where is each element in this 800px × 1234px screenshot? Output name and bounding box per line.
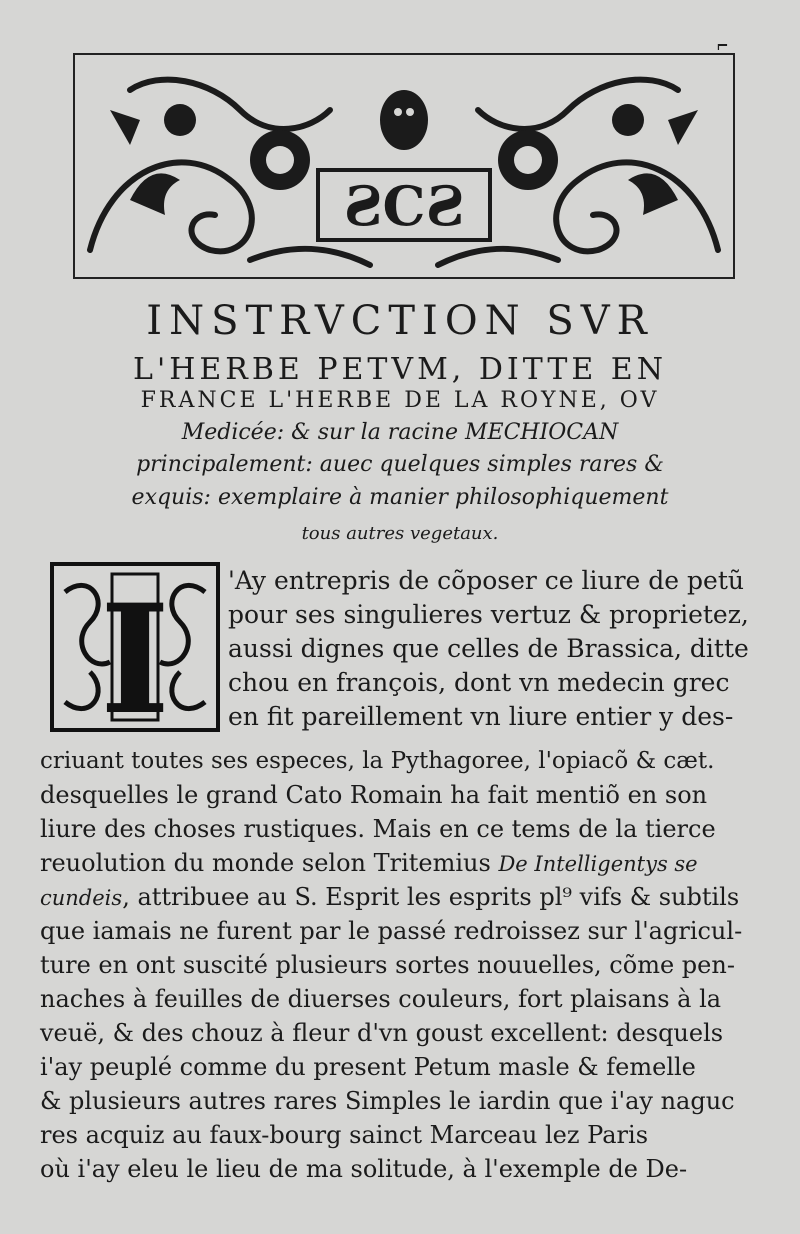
text-line: res acquiz au faux-bourg sainct Marceau lez Paris xyxy=(40,1121,649,1149)
text-line: liure des choses rustiques. Mais en ce tems de la tierce xyxy=(40,815,716,843)
headpiece-monogram: ƧCƧ xyxy=(343,174,465,238)
initial-letter: I xyxy=(99,572,171,732)
text-line: veuë, & des chouz à fleur d'vn goust excellent: desquels xyxy=(40,1019,724,1047)
title-line-2: L'HERBE PETVM, DITTE EN xyxy=(133,352,667,387)
text-line: 'Ay entrepris de cõposer ce liure de petũ xyxy=(228,566,744,595)
title-line-7: tous autres vegetaux. xyxy=(301,523,499,544)
title-line-4: Medicée: & sur la racine MECHIOCAN xyxy=(181,420,619,445)
text-fragment: , attribuee au S. Esprit les esprits pl⁹ vifs & subtils xyxy=(122,883,740,911)
text-line: ture en ont suscité plusieurs sortes nouuelles, cõme pen- xyxy=(40,951,735,979)
text-line: aussi dignes que celles de Brassica, ditte xyxy=(228,634,749,663)
text-line: où i'ay eleu le lieu de ma solitude, à l'exemple de De- xyxy=(40,1155,688,1183)
title-line-6: exquis: exemplaire à manier philosophiquement xyxy=(131,485,669,510)
title-line-1: INSTRVCTION SVR xyxy=(146,298,654,344)
text-line xyxy=(40,880,795,915)
text-line: desquelles le grand Cato Romain ha fait mentiõ en son xyxy=(40,781,708,809)
text-line: i'ay peuplé comme du present Petum masle & femelle xyxy=(40,1053,696,1081)
ornamental-headpiece xyxy=(70,50,738,282)
book-title-italic: cundeis xyxy=(40,886,123,910)
book-title-italic: De Intelligentys se xyxy=(498,852,698,876)
text-line: chou en françois, dont vn medecin grec xyxy=(228,668,730,697)
text-fragment: reuolution du monde selon Tritemius xyxy=(40,849,491,877)
text-line: en fit pareillement vn liure entier y des- xyxy=(228,702,734,731)
text-line: naches à feuilles de diuerses couleurs, fort plaisans à la xyxy=(40,985,722,1013)
decorated-initial-letter xyxy=(50,562,220,732)
text-line: & plusieurs autres rares Simples le iardin que i'ay naguc xyxy=(40,1087,735,1115)
text-line: criuant toutes ses especes, la Pythagoree, l'opiacõ & cæt. xyxy=(40,748,715,774)
title-line-5: principalement: auec quelques simples rares & xyxy=(136,452,664,477)
text-line xyxy=(40,846,795,881)
text-line: pour ses singulieres vertuz & proprietez, xyxy=(228,600,749,629)
text-line: que iamais ne furent par le passé redroissez sur l'agricul- xyxy=(40,917,743,945)
title-line-3: FRANCE L'HERBE DE LA ROYNE, OV xyxy=(140,388,660,413)
